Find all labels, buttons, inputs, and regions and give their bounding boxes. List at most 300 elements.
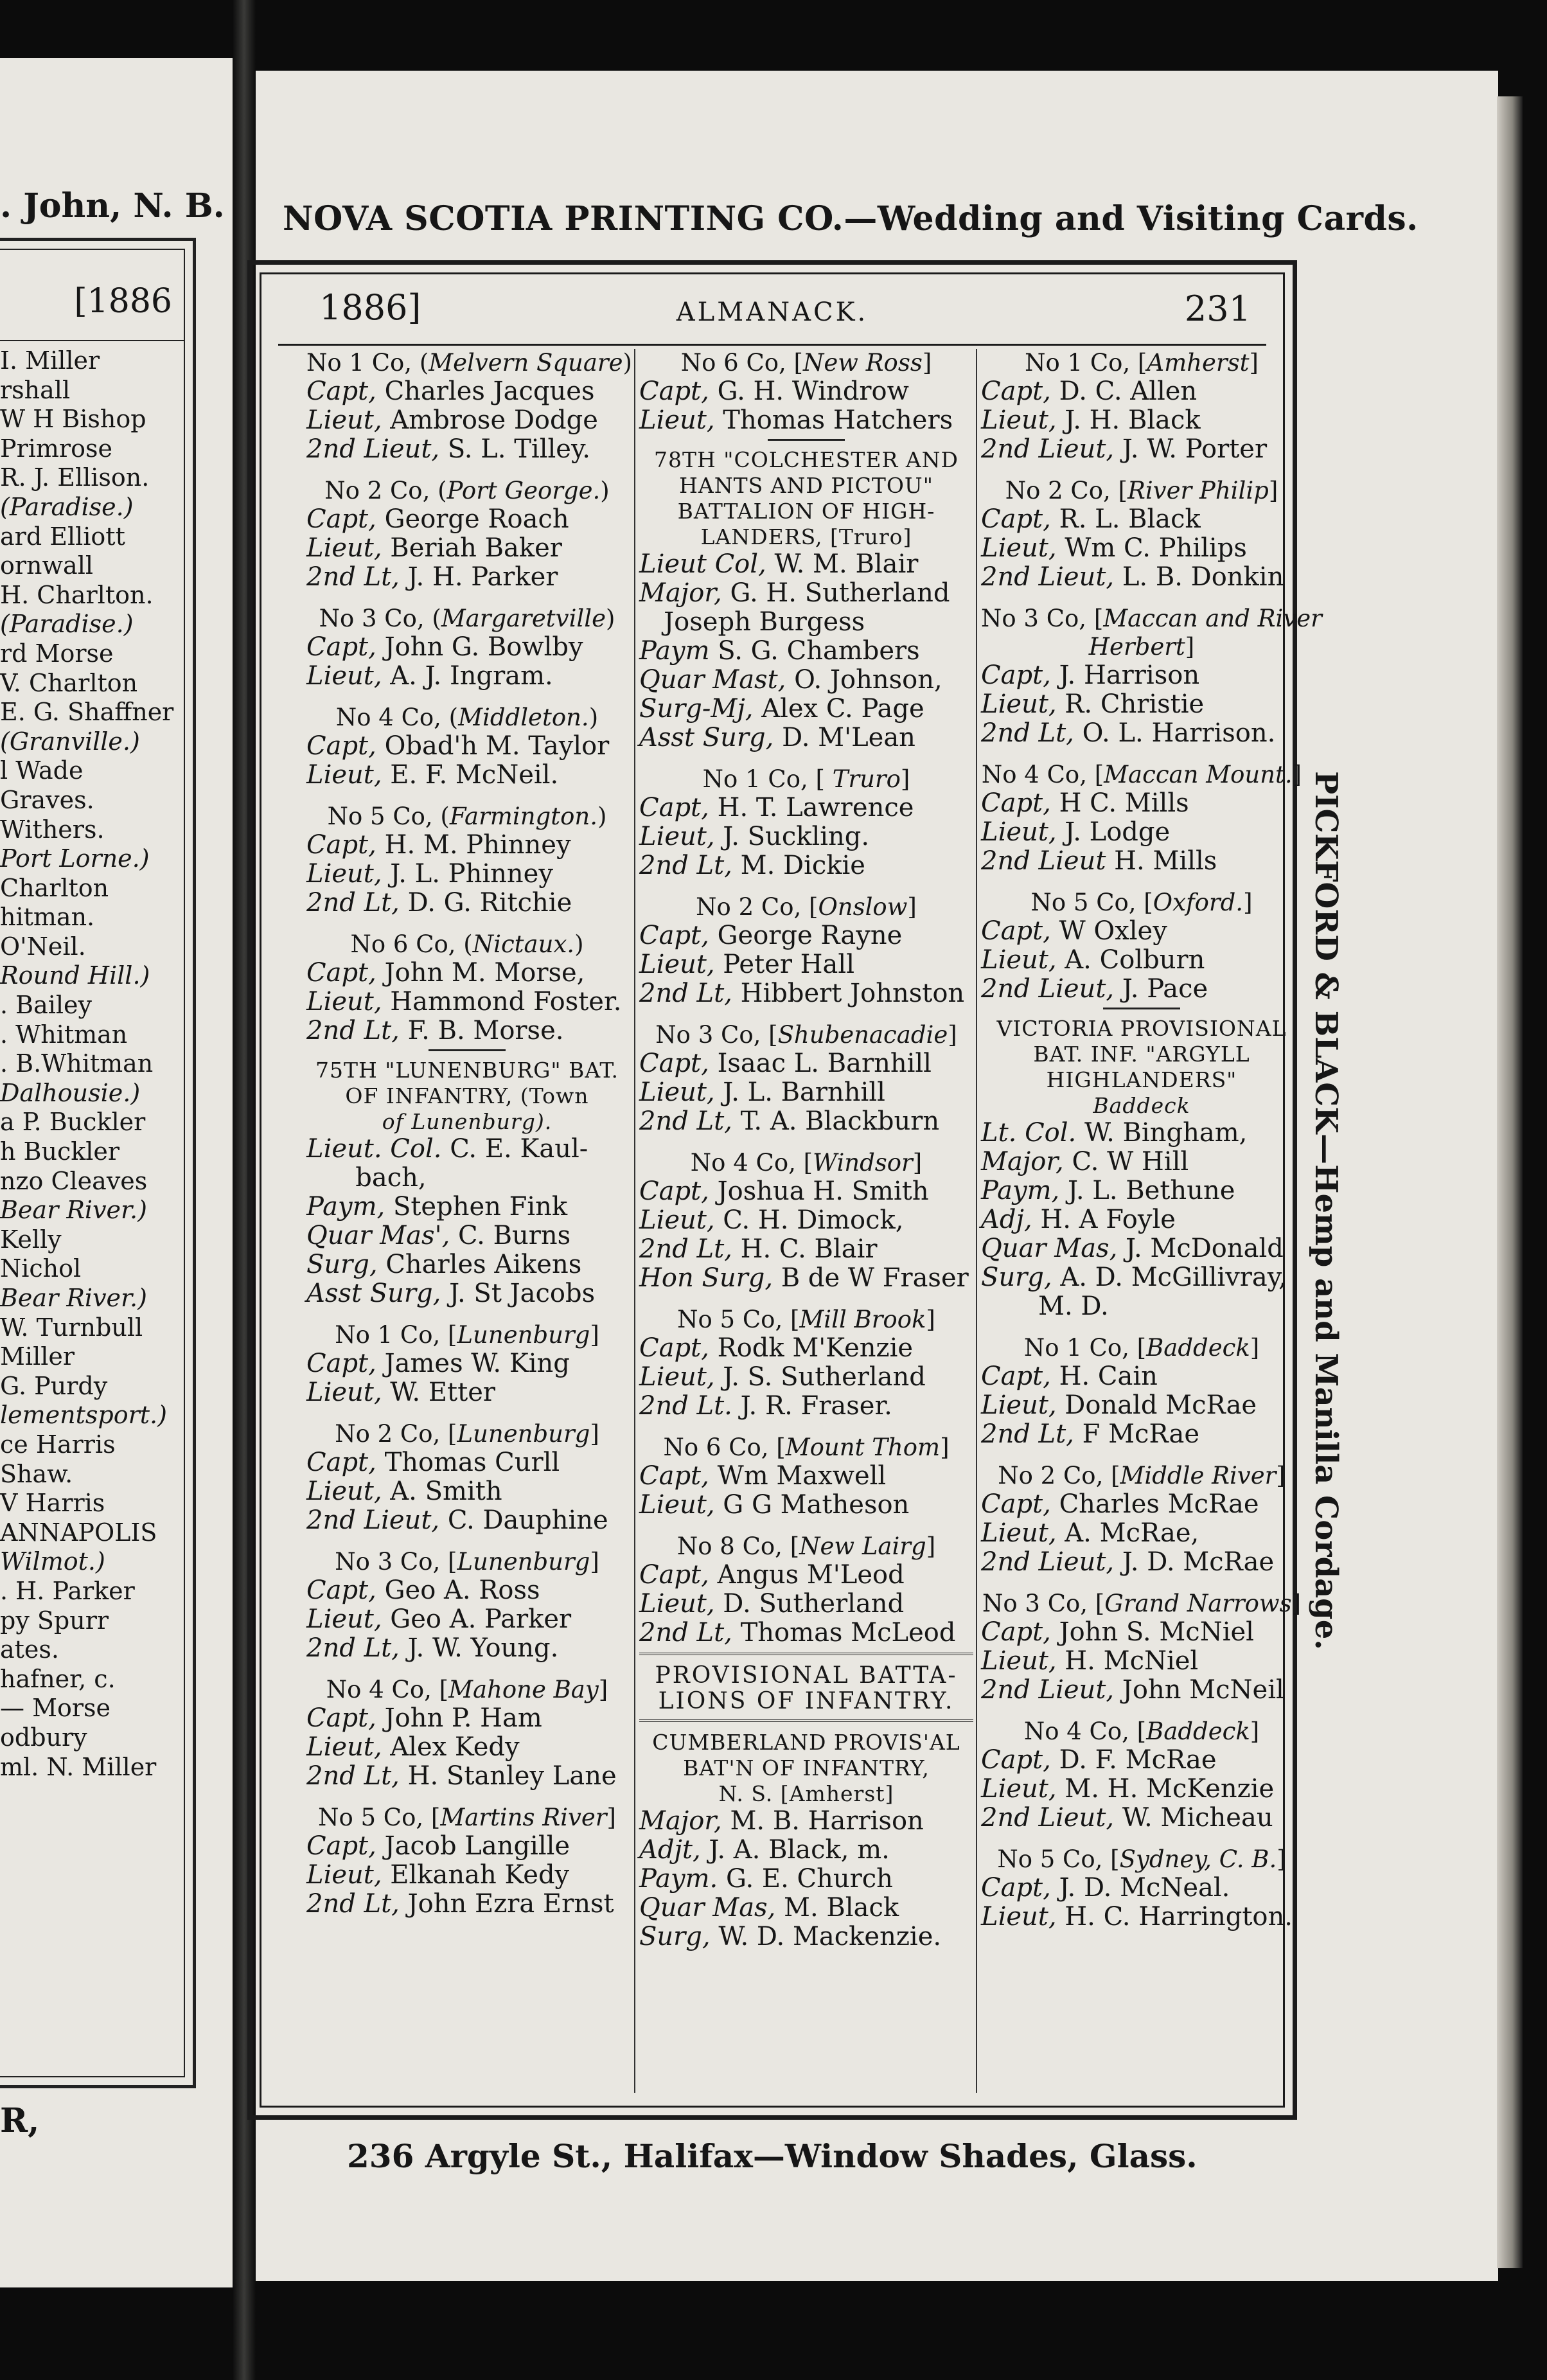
officer-name: A. Colburn [1065,945,1205,975]
officer-entry [981,1292,1302,1321]
officer-rank: Capt, [639,1177,709,1206]
left-page-line: G. Purdy [0,1371,108,1400]
officer-entry [306,435,628,464]
officer-entry [639,1206,973,1235]
officer-rank: Capt, [639,1049,709,1078]
company-heading [306,1420,628,1448]
section-separator [1103,1008,1180,1009]
officer-name: W. Micheau [1122,1803,1273,1833]
almanac-frame [247,260,1322,2120]
company-heading [639,1532,973,1561]
heading-bracket: ) [605,605,615,632]
officer-name: H. C. Harrington. [1065,1902,1293,1932]
officer-name: John P. Ham [384,1703,542,1733]
officer-name: H C. Mills [1059,788,1189,818]
officer-name: W. Etter [390,1378,495,1407]
officer-rank: Capt, [306,731,376,761]
company-heading [981,349,1302,377]
officer-entry [306,1448,628,1477]
officer-name: M. Black [784,1893,899,1923]
section-separator [768,439,845,441]
company-place: Grand Narrows [1104,1590,1292,1617]
officer-entry [306,988,628,1017]
officer-entry [981,563,1302,592]
company-place: Sydney, C. B. [1119,1845,1277,1873]
officer-rank: Capt, [306,958,376,988]
officer-name: C. H. Dimock, [723,1205,904,1235]
officer-name: C. Dauphine [447,1505,608,1535]
left-page-line: hitman. [0,903,95,932]
company-heading [306,1548,628,1576]
officer-name: M. D. [981,1292,1109,1321]
running-header-year: 1886] [319,287,421,328]
left-page-line: . B.Whitman [0,1049,154,1078]
company-heading [981,605,1322,633]
officer-name: Elkanah Kedy [390,1860,570,1890]
spacer [981,876,1302,889]
company-number: No 3 Co, [ [982,1590,1105,1617]
officer-name: Thomas McLeod [740,1618,956,1647]
officer-rank: Lieut, [639,1205,715,1235]
officer-name: O. Johnson, [794,665,942,695]
heading-bracket: ] [922,349,932,377]
company-place: Maccan Mount. [1104,761,1293,788]
officer-name: W. Bingham, [1084,1118,1248,1148]
officer-name: G. E. Church [725,1864,893,1894]
officer-rank: Capt, [639,1461,709,1491]
officer-rank: Lieut, [306,987,382,1017]
company-place: Onslow [818,893,908,921]
company-place: Windsor [813,1149,913,1177]
officer-entry [306,1349,628,1378]
officer-rank: 2nd Lt, [981,718,1074,748]
officer-name: James W. King [384,1349,570,1378]
company-place: Lunenburg [457,1548,590,1576]
officer-entry [306,1506,628,1535]
officer-entry [981,1263,1302,1292]
company-place: Lunenburg [457,1321,590,1349]
officer-name: Thomas Curll [384,1448,560,1477]
officer-entry [981,847,1302,876]
officer-entry [981,1119,1302,1148]
officer-rank: 2nd Lt, [306,1761,400,1791]
battalion-heading: OF INFANTRY, (Town [345,1083,589,1108]
officer-entry [306,1733,628,1762]
battalion-heading: N. S. [Amherst] [718,1781,894,1806]
officer-entry [639,1491,973,1520]
officer-entry [639,1894,973,1923]
company-number: No 3 Co, ( [319,605,441,632]
officer-entry [981,719,1302,748]
heading-bracket: ] [598,1676,608,1703]
company-number: No 5 Co, [ [318,1804,441,1831]
spacer [306,691,628,704]
left-page-line: rshall [0,375,71,404]
officer-name: W. D. Mackenzie. [718,1922,942,1951]
officer-rank: Paym, [306,1192,385,1221]
spacer [306,1535,628,1548]
left-page-line: a P. Buckler [0,1108,146,1137]
officer-rank: Lieut, [306,405,382,435]
officer-name: G G Matheson [723,1490,910,1520]
officer-entry [306,1221,628,1250]
officer-entry [639,637,973,666]
left-page-line: Kelly [0,1225,62,1254]
officer-rank: Quar Mas', [306,1221,450,1250]
company-number: No 4 Co, [ [1023,1718,1147,1745]
officer-name: John McNeil [1122,1675,1284,1705]
heading-bracket: ] [1250,1334,1260,1362]
heading-bracket: ] [926,1306,935,1333]
officer-rank: Lieut, [981,1518,1057,1548]
company-heading [981,1334,1302,1362]
officer-name: F McRae [1082,1419,1199,1449]
officer-rank: 2nd Lieut, [981,562,1115,592]
officer-rank: Lieut, [639,822,715,851]
left-page-line: Charlton [0,873,109,902]
page-number: 231 [1184,289,1251,329]
officer-entry [981,505,1302,534]
spacer [306,1308,628,1321]
officer-entry [639,1334,973,1363]
officer-name: Ambrose Dodge [390,405,598,435]
officer-rank: Lieut, [639,1078,715,1107]
officer-name: Alex Kedy [390,1732,520,1762]
officer-name: H. T. Lawrence [717,793,914,822]
officer-name: W Oxley [1059,916,1167,946]
officer-rank: Capt, [981,788,1051,818]
column-2 [634,349,973,2093]
officer-entry [981,1618,1302,1647]
officer-rank: Capt, [306,830,376,860]
officer-name: D. Sutherland [723,1589,905,1619]
left-page-line: V Harris [0,1489,105,1518]
officer-rank: Quar Mas, [981,1234,1118,1263]
officer-name: bach, [306,1163,427,1193]
left-page-line: Port Lorne.) [0,844,150,873]
officer-entry [639,1078,973,1107]
left-page-line: l Wade [0,756,84,785]
officer-name: Peter Hall [723,950,854,979]
officer-rank: Lieut, [981,1390,1057,1420]
officer-name: J. L. Bethune [1067,1176,1235,1205]
battalion-heading: HANTS AND PICTOU" [679,473,933,498]
officer-name: Isaac L. Barnhill [717,1049,932,1078]
officer-name: M. B. Harrison [730,1806,924,1836]
officer-entry [639,1049,973,1078]
officer-rank: Capt, [306,1576,376,1605]
battalion-heading: PROVISIONAL BATTA- [655,1662,958,1689]
officer-name: J. A. Black, m. [709,1835,890,1865]
company-number: No 6 Co, [ [663,1434,786,1461]
company-number: No 5 Co, ( [327,803,450,830]
officer-entry [639,1462,973,1491]
company-number: No 3 Co, [ [655,1021,778,1049]
officer-rank: Lieut, [306,1732,382,1762]
spacer [639,1008,973,1021]
officer-entry [306,1890,628,1919]
officer-rank: 2nd Lt, [639,1234,732,1264]
officer-name: J. L. Phinney [390,859,553,889]
company-place: Mount Thom [785,1434,941,1461]
heading-bracket: ) [623,349,632,377]
company-place: Amherst [1147,349,1250,377]
officer-name: D. C. Allen [1059,377,1198,406]
company-heading [306,1321,628,1349]
officer-name: D. G. Ritchie [407,888,572,918]
officer-rank: Paym [639,636,710,666]
spacer [981,1705,1302,1718]
company-heading [306,803,628,831]
officer-rank: Capt, [981,377,1051,406]
officer-rank: Lt. Col. [981,1118,1077,1148]
officer-name: Geo A. Ross [384,1576,540,1605]
officer-entry [639,550,973,579]
left-page-line: Round Hill.) [0,961,150,990]
officer-rank: 2nd Lieut, [981,1547,1115,1577]
left-page-line: ard Elliott [0,522,125,551]
heading-bracket: ) [574,930,584,958]
officer-name: Rodk M'Kenzie [717,1333,914,1363]
left-page-year: [1886 [74,282,172,321]
officer-entry [639,377,973,406]
left-page-line: (Granville.) [0,727,140,756]
spacer [981,1833,1302,1845]
officer-name: John G. Bowlby [384,632,583,662]
officer-name: M. Dickie [740,851,865,880]
officer-entry [639,822,973,851]
officer-rank: 2nd Lieut [981,846,1106,876]
officer-rank: Lieut, [306,1860,382,1890]
officer-rank: Lieut, [981,1774,1057,1804]
battalion-heading: HIGHLANDERS" [1046,1067,1237,1092]
company-place: Maccan and River [1103,605,1322,632]
battalion-heading: 75TH "LUNENBURG" BAT. [315,1058,619,1083]
officer-entry [639,1363,973,1392]
officer-rank: Capt, [639,377,709,406]
officer-rank: Lieut, [981,945,1057,975]
officer-name: G. H. Sutherland [730,578,950,608]
battalion-heading: of Lunenburg). [382,1109,552,1134]
company-heading [639,1434,973,1462]
officer-name: Charles Aikens [385,1250,582,1279]
officer-rank: Lieut, [306,1477,382,1506]
officer-rank: Capt, [306,1703,376,1733]
officer-rank: Surg, [981,1263,1052,1292]
left-page-line: H. Charlton. [0,580,154,609]
officer-name: H. McNiel [1065,1646,1199,1676]
company-heading [306,477,628,505]
left-page-line: Miller [0,1342,75,1371]
officer-rank: 2nd Lt, [639,1618,732,1647]
left-page-line: h Buckler [0,1137,120,1166]
officer-entry [639,1561,973,1590]
officer-entry [981,975,1302,1004]
officer-entry [306,1477,628,1506]
company-heading [306,605,628,633]
officer-entry [306,406,628,435]
officer-rank: 2nd Lt, [639,851,732,880]
officer-name: H. Cain [1059,1362,1158,1391]
spacer [981,464,1302,477]
officer-name: George Roach [384,504,569,534]
left-page-line: ANNAPOLIS [0,1518,157,1547]
officer-name: B de W Fraser [781,1263,969,1293]
company-number: No 6 Co, [ [680,349,803,377]
left-page-line: Bear River.) [0,1284,147,1312]
officer-name: Joshua H. Smith [717,1177,929,1206]
spacer [639,1421,973,1434]
officer-name: John M. Morse, [384,958,585,988]
officer-entry [981,534,1302,563]
officer-entry [639,950,973,979]
company-number: No 1 Co, ( [306,349,429,377]
officer-entry [639,1865,973,1894]
left-page-line: py Spurr [0,1606,109,1635]
left-page-line: Nichol [0,1254,82,1283]
officer-rank: Capt, [306,504,376,534]
left-page-line: O'Neil. [0,932,86,961]
officer-entry [639,1923,973,1951]
company-place: Margaretville [441,605,606,632]
officer-name: S. L. Tilley. [447,434,590,464]
officer-entry [306,1135,628,1164]
officer-entry [981,1490,1302,1519]
officer-name: S. G. Chambers [718,636,920,666]
battalion-heading: BAT. INF. "ARGYLL [1033,1042,1250,1067]
company-place: Middle River [1120,1462,1277,1489]
officer-entry [981,946,1302,975]
battalion-heading: LANDERS, [Truro] [700,524,912,549]
officer-rank: Lieut, [306,1378,382,1407]
officer-rank: Lieut. Col. [306,1134,442,1164]
officer-entry [306,1193,628,1221]
officer-name: H. Stanley Lane [407,1761,617,1791]
officer-name: John Ezra Ernst [407,1889,614,1919]
officer-entry [639,1177,973,1206]
left-page-line: E. G. Shaffner [0,698,174,727]
company-place: Shubenacadie [777,1021,948,1049]
officer-entry [639,979,973,1008]
company-number: No 2 Co, [ [335,1420,457,1448]
heading-bracket: ] [912,1149,923,1177]
officer-entry [981,661,1302,690]
company-heading [306,930,628,959]
battalion-heading: BAT'N OF INFANTRY, [683,1755,930,1781]
officer-rank: Surg, [639,1922,711,1951]
officer-rank: Capt, [981,661,1051,690]
spacer [306,1407,628,1420]
battalion-heading: BATTALION OF HIGH- [677,499,935,524]
heading-bracket: ] [1277,1845,1286,1873]
officer-rank: 2nd Lt, [306,1889,400,1919]
officer-entry [981,818,1302,847]
left-page-line: W. Turnbull [0,1313,143,1342]
officer-rank: Major, [981,1147,1064,1177]
spacer [981,1577,1302,1590]
officer-entry [981,1519,1302,1548]
officer-entry [981,789,1302,818]
officer-entry [981,377,1302,406]
officer-entry [639,1392,973,1421]
company-number: No 5 Co, [ [677,1306,800,1333]
officer-entry [306,959,628,988]
officer-name: Charles Jacques [384,377,595,406]
officer-name: J. Lodge [1065,817,1171,847]
left-page-line: . H. Parker [0,1576,135,1605]
spacer [639,1293,973,1306]
officer-entry [981,1903,1302,1932]
spacer [639,752,973,765]
officer-entry [981,917,1302,946]
company-place: River Philip [1127,477,1269,504]
company-number: No 8 Co, [ [676,1532,800,1560]
company-heading [981,1718,1302,1746]
officer-name: Wm C. Philips [1065,533,1247,563]
officer-name: J. W. Young. [407,1633,559,1663]
heading-bracket: ] [1249,349,1259,377]
left-page-header: . John, N. B. [0,186,225,226]
section-separator [429,1049,506,1051]
officer-rank: Lieut, [981,1902,1057,1932]
officer-name: J. Suckling. [723,822,870,851]
officer-rank: Lieut, [306,1604,382,1634]
company-number: No 2 Co, [ [998,1462,1120,1489]
officer-entry [639,579,973,608]
officer-rank: Lieut Col, [639,549,766,579]
officer-name: D. M'Lean [782,723,915,752]
officer-entry [639,1264,973,1293]
officer-name: R. Christie [1065,689,1205,719]
officer-entry [306,1704,628,1733]
spacer [639,1136,973,1149]
officer-entry [639,1619,973,1647]
officer-rank: 2nd Lt. [639,1391,732,1421]
company-heading [981,1590,1302,1618]
officer-name: G. H. Windrow [717,377,909,406]
officer-entry [306,1634,628,1663]
officer-name: R. L. Black [1059,504,1201,534]
officer-entry [306,1017,628,1045]
officer-entry [981,690,1302,719]
officer-entry [639,724,973,752]
officer-rank: Capt, [639,1333,709,1363]
officer-rank: Lieut, [981,1646,1057,1676]
officer-rank: Lieut, [306,760,382,790]
officer-name: Angus M'Leod [717,1560,905,1590]
officer-entry [639,666,973,695]
officer-name: Hammond Foster. [390,987,622,1017]
officer-entry [306,563,628,592]
top-advertisement-banner: NOVA SCOTIA PRINTING CO.—Wedding and Visiting Cards. [283,199,1419,238]
left-page-line: Dalhousie.) [0,1078,141,1107]
officer-entry [639,1590,973,1619]
spacer [306,592,628,605]
company-number: No 2 Co, [ [696,893,818,921]
officer-name: J. W. Porter [1122,434,1268,464]
officer-rank: Capt, [306,377,376,406]
company-number: No 1 Co, [ [702,765,833,793]
officer-entry [981,1177,1302,1205]
officer-entry [981,1362,1302,1391]
officer-rank: Capt, [981,504,1051,534]
battalion-heading: CUMBERLAND PROVIS'AL [652,1730,960,1755]
left-page-line: nzo Cleaves [0,1166,148,1195]
left-page-footer: R, [0,2101,40,2140]
officer-rank: Lieut, [639,950,715,979]
officer-rank: Capt, [981,1489,1051,1519]
officer-name: J. Pace [1122,974,1208,1004]
